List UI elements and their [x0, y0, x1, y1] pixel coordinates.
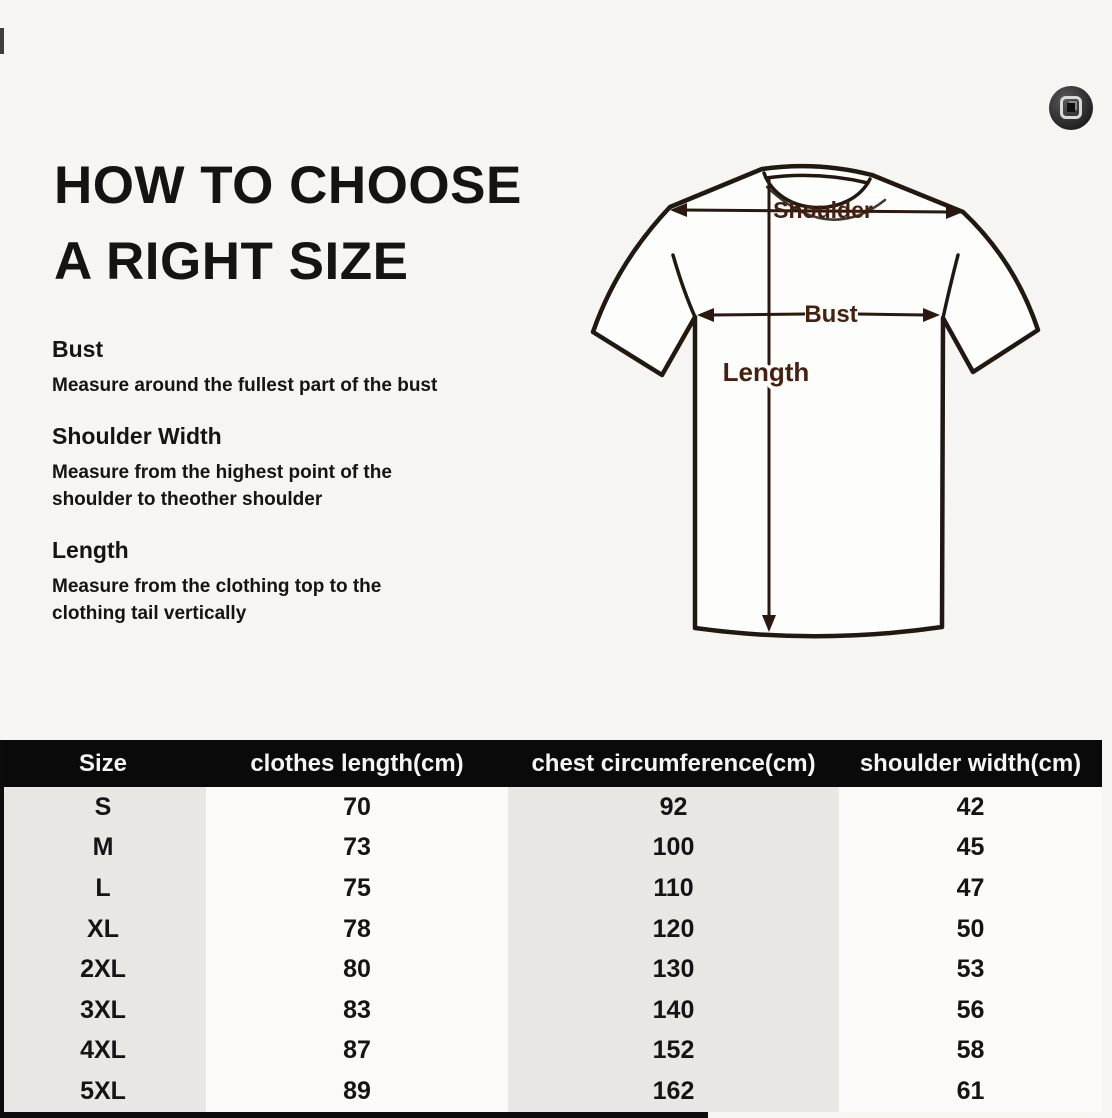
table-cell: S	[0, 787, 206, 828]
table-cell: 140	[508, 990, 839, 1031]
column-header: chest circumference(cm)	[531, 749, 816, 777]
table-cell: 56	[956, 995, 985, 1024]
table-cell: 80	[343, 955, 371, 984]
instruction-heading: Bust	[52, 336, 104, 362]
instruction-text: clothing tail vertically	[52, 603, 247, 624]
tshirt-measurement-diagram	[565, 145, 1065, 660]
table-cell: 110	[508, 868, 839, 909]
table-cell: 83	[343, 995, 371, 1024]
tshirt-outline	[593, 166, 1038, 636]
table-cell: 2XL	[0, 949, 206, 990]
table-cell: 100	[508, 828, 839, 869]
instruction-text: Measure from the clothing top to the	[52, 576, 382, 597]
table-cell: 61	[956, 1076, 985, 1105]
size-chart-body	[0, 787, 1102, 1112]
table-bottom-border	[0, 1112, 708, 1118]
table-cell: 4XL	[0, 1031, 206, 1072]
table-cell: 47	[956, 873, 985, 902]
size-chart	[0, 740, 1102, 1112]
page-title-line2: A RIGHT SIZE	[54, 232, 409, 291]
table-cell: 58	[956, 1036, 985, 1065]
table-cell: 3XL	[0, 990, 206, 1031]
table-cell: 152	[508, 1031, 839, 1072]
table-cell: 130	[508, 949, 839, 990]
page-title	[54, 148, 522, 300]
camera-badge-icon	[1049, 86, 1093, 130]
table-cell: 92	[508, 787, 839, 828]
size-chart-header	[0, 740, 1102, 787]
table-left-border	[0, 740, 4, 1118]
instruction-text: shoulder to theother shoulder	[52, 489, 323, 510]
table-cell: 5XL	[0, 1071, 206, 1112]
table-cell: 42	[956, 792, 985, 821]
instruction-heading: Shoulder Width	[52, 423, 222, 449]
column-header: shoulder width(cm)	[859, 749, 1082, 777]
table-cell: 45	[956, 833, 985, 862]
table-cell: 73	[343, 833, 371, 862]
page-title-line1: HOW TO CHOOSE	[54, 156, 522, 215]
bust-label: Bust	[804, 301, 858, 328]
edge-artifact-mark	[0, 28, 4, 54]
column-header: clothes length(cm)	[250, 749, 464, 777]
table-cell: 162	[508, 1071, 839, 1112]
instruction-text: Measure from the highest point of the	[52, 462, 392, 483]
length-label: Length	[722, 357, 810, 387]
instruction-text: Measure around the fullest part of the bust	[52, 375, 438, 396]
table-cell: 53	[956, 955, 985, 984]
table-cell: 50	[956, 914, 985, 943]
table-cell: 87	[343, 1036, 371, 1065]
shoulder-label: Shoulder	[773, 197, 873, 223]
table-cell: XL	[0, 909, 206, 950]
table-cell: M	[0, 828, 206, 869]
table-cell: 70	[343, 792, 371, 821]
table-cell: 78	[343, 914, 371, 943]
instruction-bust	[52, 334, 532, 399]
instruction-length	[52, 535, 532, 627]
camera-badge-glyph	[1060, 96, 1082, 119]
bust-measure-line-right	[858, 314, 926, 315]
bust-measure-line-left	[711, 314, 805, 315]
column-header: Size	[78, 749, 128, 777]
table-cell: 120	[508, 909, 839, 950]
measurement-instructions	[52, 334, 532, 627]
table-cell: 89	[343, 1076, 371, 1105]
instruction-shoulder-width	[52, 421, 532, 513]
instruction-heading: Length	[52, 537, 129, 563]
table-cell: 75	[343, 873, 371, 902]
table-cell: L	[0, 868, 206, 909]
